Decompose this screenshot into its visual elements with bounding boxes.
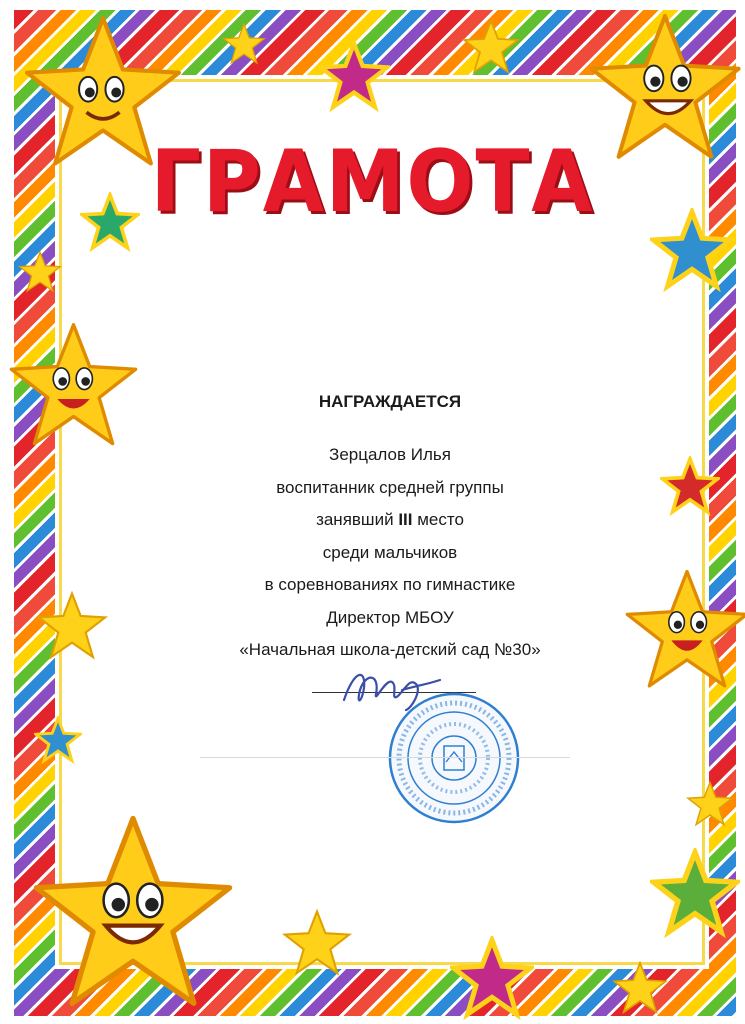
recipient-group: воспитанник средней группы xyxy=(276,477,504,497)
smiling-star-icon xyxy=(28,808,238,1018)
place-prefix: занявший xyxy=(316,510,394,529)
small-star-icon xyxy=(282,908,352,978)
small-star-icon xyxy=(462,18,520,76)
school-name: «Начальная школа-детский сад №30» xyxy=(239,640,541,659)
small-star-icon xyxy=(222,22,266,66)
competition-line: в соревнованиях по гимнастике xyxy=(264,575,516,594)
signatory-title: Директор МБОУ xyxy=(326,607,454,627)
smiling-star-icon xyxy=(6,318,141,453)
small-star-icon xyxy=(318,40,390,112)
small-star-icon xyxy=(36,590,108,662)
small-star-icon xyxy=(34,716,82,764)
certificate-title: ГРАМОТА xyxy=(150,132,595,232)
place-value: III xyxy=(398,510,413,529)
small-star-icon xyxy=(650,848,740,938)
smiling-star-icon xyxy=(622,560,745,700)
small-star-icon xyxy=(686,780,734,828)
place-line xyxy=(170,504,610,537)
category-line: среди мальчиков xyxy=(322,542,458,562)
small-star-icon xyxy=(612,960,668,1016)
place-suffix: место xyxy=(417,510,464,529)
certificate-body xyxy=(170,392,610,667)
scan-artifact-line xyxy=(200,757,570,758)
recipient-name: Зерцалов Илья xyxy=(329,445,451,464)
small-star-icon xyxy=(18,250,62,294)
awarded-heading: НАГРАЖДАЕТСЯ xyxy=(318,392,462,411)
small-star-icon xyxy=(450,936,534,1020)
official-stamp xyxy=(386,690,522,826)
small-star-icon xyxy=(660,456,720,516)
